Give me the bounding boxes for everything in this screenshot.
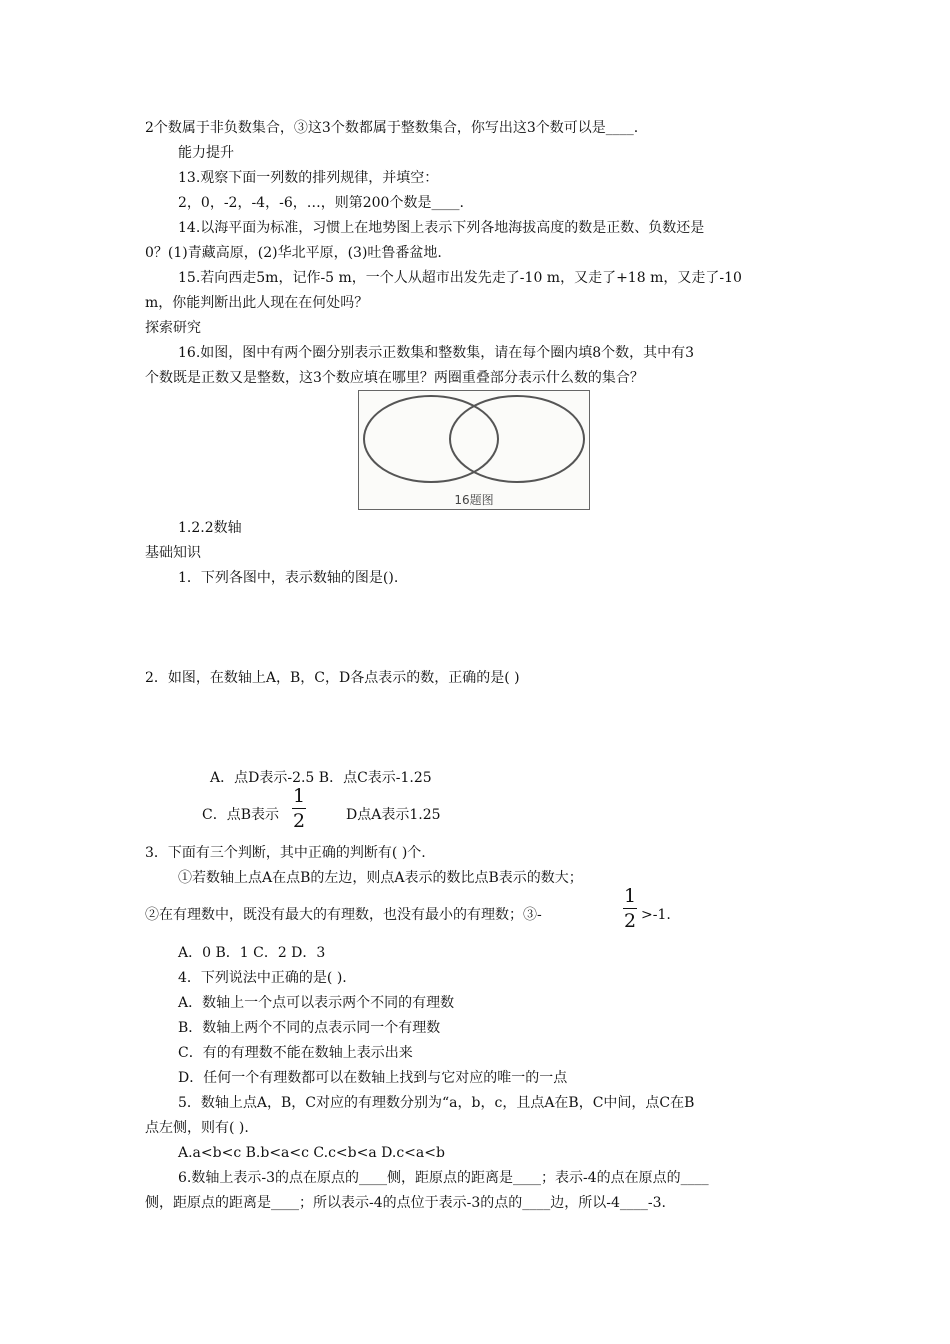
text-line: >-1.	[641, 907, 671, 923]
text-line: m，你能判断出此人现在在何处吗？	[145, 295, 369, 311]
option-c: C．点B表示	[202, 807, 279, 823]
option-a: A．数轴上一个点可以表示两个不同的有理数	[178, 995, 455, 1011]
option-b: B．数轴上两个不同的点表示同一个有理数	[178, 1020, 441, 1036]
fraction-bar	[292, 808, 306, 809]
fraction-one-half	[292, 786, 306, 831]
question-3: 3．下面有三个判断，其中正确的判断有( )个.	[145, 845, 426, 861]
question-16: 16.如图，图中有两个圈分别表示正数集和整数集，请在每个圈内填8个数，其中有3	[178, 345, 695, 361]
section-heading: 探索研究	[145, 320, 201, 336]
option-d: D点A表示1.25	[346, 807, 441, 823]
fraction-numerator: 1	[292, 785, 306, 807]
section-heading: 能力提升	[178, 145, 234, 161]
figure-caption: 16题图	[454, 493, 494, 507]
text-line: 0？(1)青藏高原，(2)华北平原，(3)吐鲁番盆地.	[145, 245, 442, 261]
text-line: 2个数属于非负数集合，③这3个数都属于整数集合，你写出这3个数可以是____.	[145, 120, 639, 136]
question-15: 15.若向西走5m，记作-5 m，一个人从超市出发先走了-10 m，又走了+18 m，又走了-10	[178, 270, 742, 286]
text-line: 个数既是正数又是整数，这3个数应填在哪里？两圈重叠部分表示什么数的集合？	[145, 370, 644, 386]
option-d: D．任何一个有理数都可以在数轴上找到与它对应的唯一的一点	[178, 1070, 568, 1086]
option-c: C．有的有理数不能在数轴上表示出来	[178, 1045, 413, 1061]
text-line: 2，0，-2，-4，-6，…，则第200个数是____.	[178, 195, 464, 211]
option-line: A．0 B．1 C．2 D．3	[178, 945, 326, 961]
fraction-numerator: 1	[623, 885, 637, 907]
question-2: 2．如图，在数轴上A，B，C，D各点表示的数，正确的是( )	[145, 670, 520, 686]
question-13: 13.观察下面一列数的排列规律，并填空：	[178, 170, 439, 186]
section-title: 1.2.2数轴	[178, 520, 242, 536]
text-line: ①若数轴上点A在点B的左边，则点A表示的数比点B表示的数大；	[178, 870, 583, 886]
integer-circle	[450, 396, 584, 482]
fraction-bar	[623, 908, 637, 909]
question-14: 14.以海平面为标准，习惯上在地势图上表示下列各地海拔高度的数是正数、负数还是	[178, 220, 705, 236]
section-heading: 基础知识	[145, 545, 201, 561]
positive-number-circle	[364, 396, 498, 482]
fraction-one-half	[623, 886, 637, 931]
option-line: A．点D表示-2.5 B．点C表示-1.25	[210, 770, 432, 786]
text-line: 侧，距原点的距离是____；所以表示-4的点位于表示-3的点的____边，所以-4____-3.	[145, 1195, 666, 1211]
text-line: 点左侧，则有( ).	[145, 1120, 249, 1136]
question-1: 1．下列各图中，表示数轴的图是().	[178, 570, 399, 586]
fraction-denominator: 2	[623, 910, 637, 932]
fraction-denominator: 2	[292, 810, 306, 832]
text-line: ②在有理数中，既没有最大的有理数，也没有最小的有理数；③-	[145, 907, 542, 923]
option-line: A.a<b<c B.b<a<c C.c<b<a D.c<a<b	[178, 1145, 445, 1161]
venn-diagram-figure	[358, 390, 590, 510]
question-6: 6.数轴上表示-3的点在原点的____侧，距原点的距离是____；表示-4的点在原点的____	[178, 1170, 709, 1186]
question-5: 5．数轴上点A，B，C对应的有理数分别为“a，b，c，且点A在B，C中间，点C在B	[178, 1095, 695, 1111]
question-4: 4．下列说法中正确的是( ).	[178, 970, 347, 986]
